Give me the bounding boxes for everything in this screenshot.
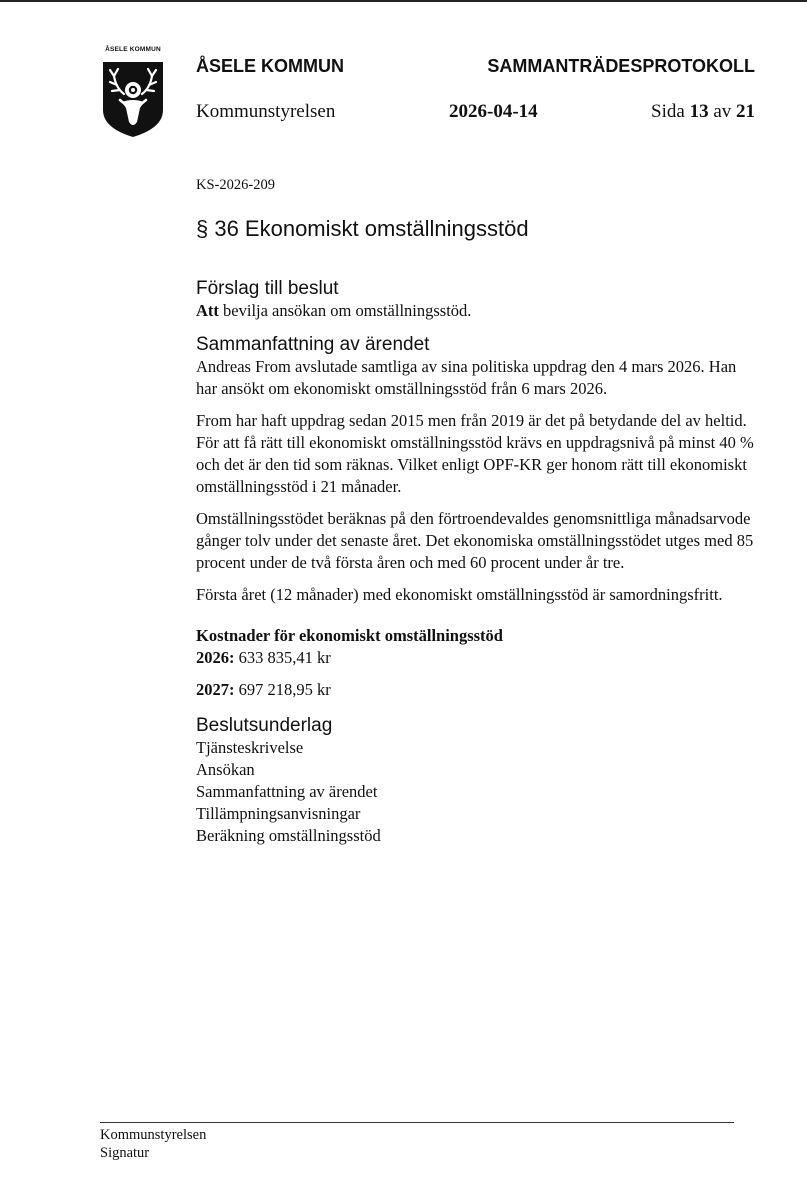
page-of: av <box>713 101 732 122</box>
municipality-logo <box>98 46 168 138</box>
basis-item: Tjänsteskrivelse <box>196 738 304 757</box>
footer-signature-label: Signatur <box>100 1145 150 1161</box>
document-body <box>196 278 756 847</box>
costs-heading <box>196 625 756 647</box>
basis-item: Beräkning omställningsstöd <box>196 826 381 845</box>
basis-item: Sammanfattning av ärendet <box>196 782 378 801</box>
board-name: Kommunstyrelsen <box>196 101 336 122</box>
summary-paragraph: Andreas From avslutade samtliga av sina politiska uppdrag den 4 mars 2026. Han har ansökt om ekonomiskt omställningsstöd från 6 mars 2026. <box>196 357 737 398</box>
basis-item: Tillämpningsanvisningar <box>196 804 361 823</box>
coat-of-arms-icon <box>102 60 164 138</box>
footer-board: Kommunstyrelsen <box>100 1127 207 1143</box>
case-number: KS-2026-209 <box>196 177 275 193</box>
proposal-body: bevilja ansökan om omställningsstöd. <box>218 301 472 320</box>
cost-amount: 697 218,95 kr <box>234 680 331 699</box>
section-title: § 36 Ekonomiskt omställningsstöd <box>196 216 529 241</box>
proposal-heading: Förslag till beslut <box>196 278 339 299</box>
cost-amount: 633 835,41 kr <box>234 648 331 667</box>
proposal-text <box>196 300 756 322</box>
cost-year: 2027: <box>196 680 235 699</box>
municipality-name: ÅSELE KOMMUN <box>196 56 344 76</box>
signature-line <box>100 1122 734 1123</box>
summary-paragraph: Första året (12 månader) med ekonomiskt omställningsstöd är samordningsfritt. <box>196 585 723 604</box>
cost-item-2027 <box>196 679 756 701</box>
page-prefix: Sida <box>651 101 685 122</box>
page-indicator <box>651 101 755 123</box>
proposal-lead: Att <box>196 301 219 320</box>
summary-paragraph: From har haft uppdrag sedan 2015 men från 2019 är det på betydande del av heltid. För att få rätt till ekonomiskt omställningsstöd krävs en uppdragsnivå på minst 40 % och det är den tid som räknas. Vilket enligt OPF-KR ger honom rätt till ekonomiskt omställningsstöd i 21 månader. <box>196 411 754 496</box>
logo-label: ÅSELE KOMMUN <box>105 46 161 53</box>
meeting-date: 2026-04-14 <box>449 101 538 122</box>
basis-heading: Beslutsunderlag <box>196 715 333 736</box>
summary-paragraph: Omställningsstödet beräknas på den förtroendevaldes genomsnittliga månadsarvode gånger tolv under det senaste året. Det ekonomiska omställningsstödet utges med 85 procent under de två första åren och med 60 procent under år tre. <box>196 509 754 572</box>
costs-heading-text: Kostnader för ekonomiskt omställningsstöd <box>196 626 503 645</box>
page-total: 21 <box>736 101 755 122</box>
basis-item: Ansökan <box>196 760 255 779</box>
cost-item-2026 <box>196 647 756 669</box>
summary-heading: Sammanfattning av ärendet <box>196 334 430 355</box>
document-type: SAMMANTRÄDESPROTOKOLL <box>487 56 755 76</box>
page-current: 13 <box>689 101 709 122</box>
cost-year: 2026: <box>196 648 235 667</box>
top-border <box>0 0 807 2</box>
